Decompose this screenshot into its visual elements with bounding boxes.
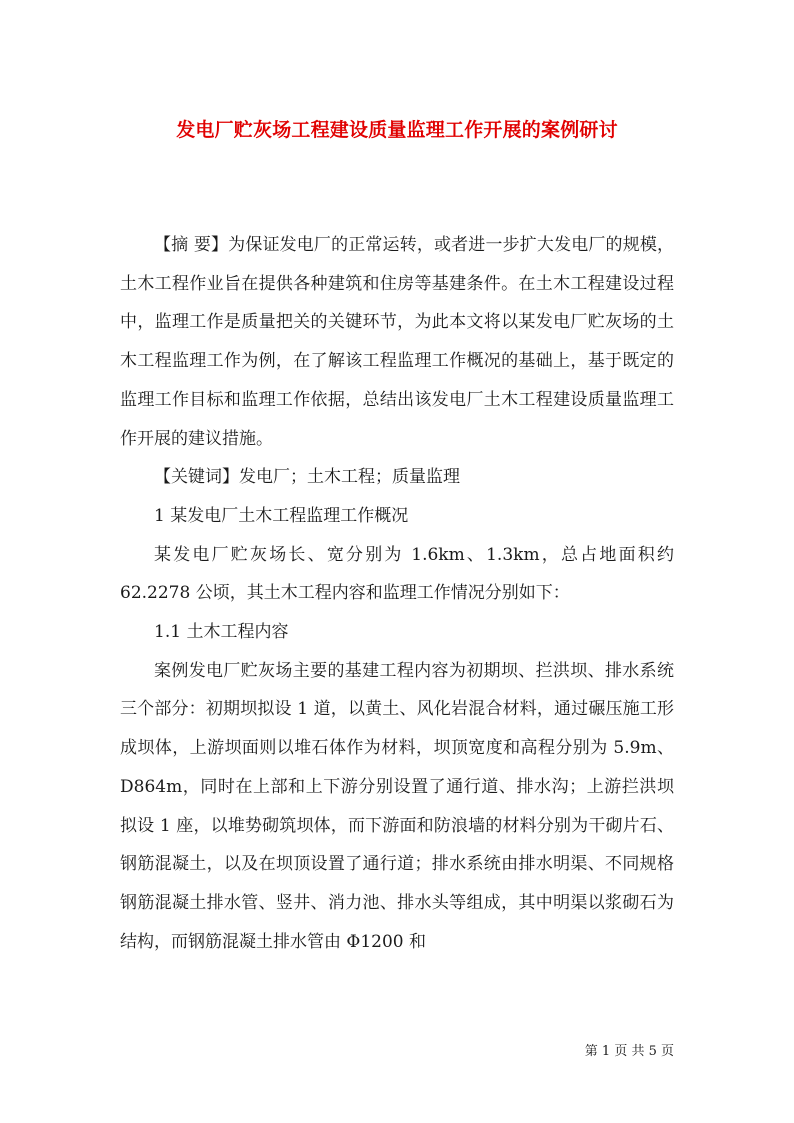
abstract-paragraph: 【摘 要】为保证发电厂的正常运转，或者进一步扩大发电厂的规模，土木工程作业旨在提供各种建筑和住房等基建条件。在土木工程建设过程中，监理工作是质量把关的关键环节，为此本文将以某发电厂贮灰场的土木工程监理工作为例，在了解该工程监理工作概况的基础上，基于既定的监理工作目标和监理工作依据，总结出该发电厂土木工程建设质量监理工作开展的建议措施。 bbox=[120, 235, 674, 449]
page-number: 第 1 页 共 5 页 bbox=[584, 1044, 674, 1059]
document-title: 发电厂贮灰场工程建设质量监理工作开展的案例研讨 bbox=[176, 118, 618, 141]
keywords-paragraph: 【关键词】发电厂；土木工程；质量监理 bbox=[154, 467, 460, 488]
body-paragraph: 某发电厂贮灰场长、宽分别为 1.6km、1.3km，总占地面积约 62.2278 公顷，其土木工程内容和监理工作情况分别如下： bbox=[120, 544, 674, 604]
document-body bbox=[120, 226, 674, 961]
section-heading-1-1: 1.1 土木工程内容 bbox=[154, 622, 289, 643]
section-heading-1: 1 某发电厂土木工程监理工作概况 bbox=[154, 505, 409, 526]
body-paragraph: 案例发电厂贮灰场主要的基建工程内容为初期坝、拦洪坝、排水系统三个部分：初期坝拟设 1 道，以黄土、风化岩混合材料，通过碾压施工形成坝体，上游坝面则以堆石体作为材料，坝顶宽度和高程分别为 5.9m、D864m，同时在上部和上下游分别设置了通行道、排水沟；上游拦洪坝拟设 1 座，以堆势砌筑坝体，而下游面和防浪墙的材料分别为干砌片石、钢筋混凝土，以及在坝顶设置了通行道；排水系统由排水明渠、不同规格钢筋混凝土排水管、竖井、消力池、排水头等组成，其中明渠以浆砌石为结构，而钢筋混凝土排水管由 Φ1200 和 bbox=[120, 660, 674, 952]
